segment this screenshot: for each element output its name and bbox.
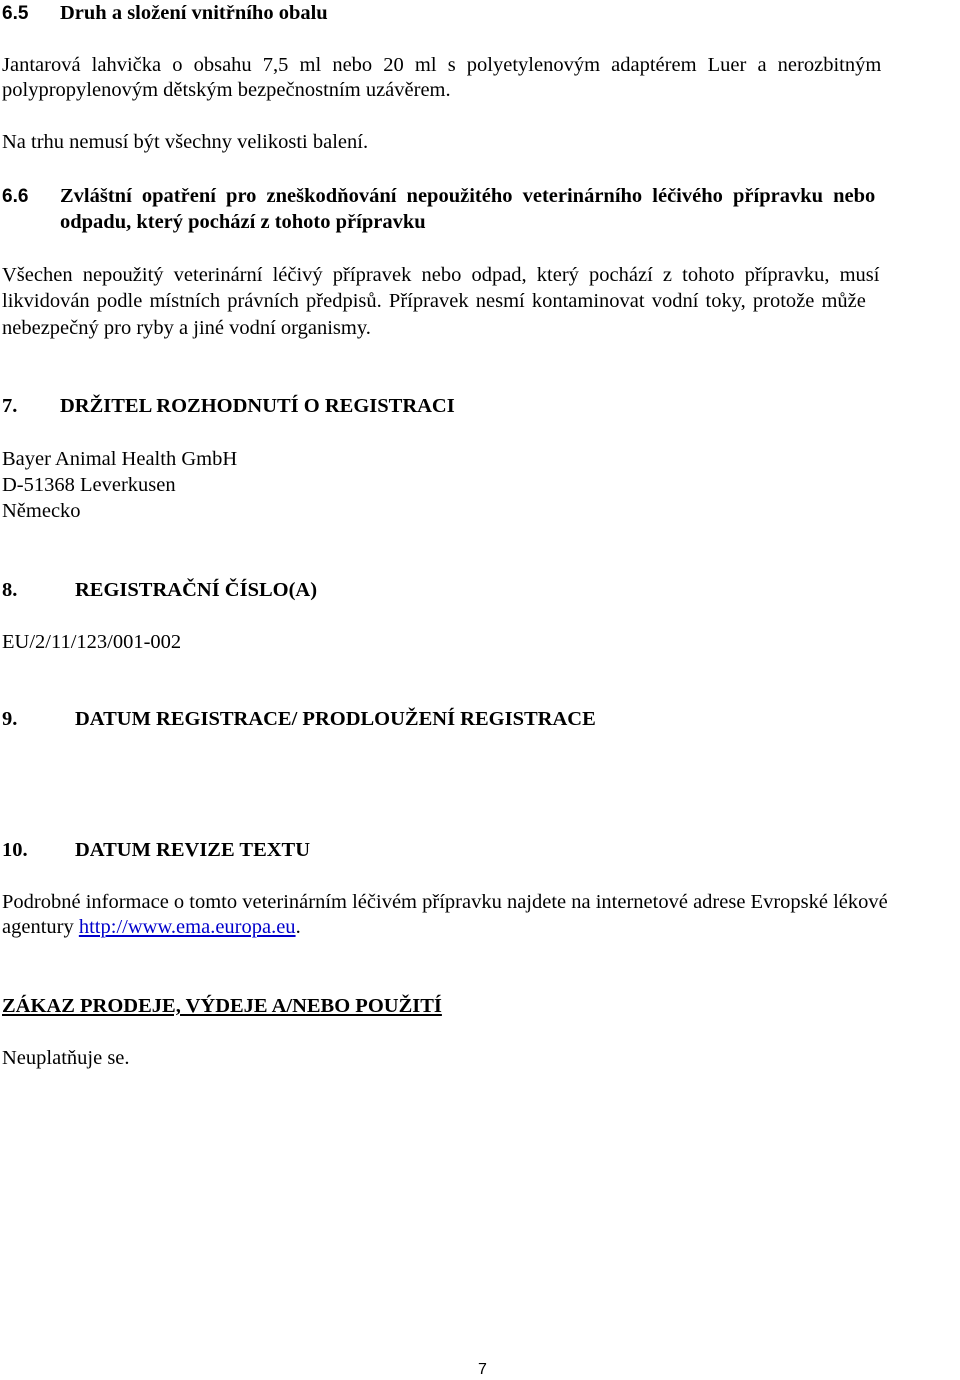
- heading-10: [2, 837, 310, 863]
- heading-7: [2, 393, 455, 419]
- holder-name: Bayer Animal Health GmbH: [2, 448, 238, 470]
- heading-10-title: DATUM REVIZE TEXTU: [75, 839, 311, 861]
- heading-6-6-number: 6.6: [2, 186, 29, 207]
- pack-sizes-note: Na trhu nemusí být všechny velikosti balení.: [2, 131, 369, 153]
- ema-website-link[interactable]: http://www.ema.europa.eu: [78, 916, 296, 938]
- prohibition-heading: ZÁKAZ PRODEJE, VÝDEJE A/NEBO POUŽITÍ: [2, 995, 442, 1017]
- disposal-text-line-1: Všechen nepoužitý veterinární léčivý přípravek nebo odpad, který pochází z tohoto přípravku, musí: [2, 264, 880, 286]
- heading-6-6: [2, 183, 60, 210]
- disposal-text-line-2-part-a: likvidován podle místních právních předpisů.: [2, 290, 382, 312]
- prohibition-text: Neuplatňuje se.: [2, 1047, 130, 1069]
- heading-8: [2, 577, 317, 603]
- heading-9-number: 9.: [2, 708, 18, 730]
- heading-8-title: REGISTRAČNÍ ČÍSLO(A): [75, 579, 318, 601]
- heading-7-title: DRŽITEL ROZHODNUTÍ O REGISTRACI: [60, 395, 455, 417]
- heading-8-number: 8.: [2, 579, 18, 601]
- packaging-description-line-2: polypropylenovým dětským bezpečnostním uzávěrem.: [2, 79, 451, 101]
- revision-text-suffix: .: [295, 916, 301, 938]
- holder-country: Německo: [2, 500, 81, 522]
- disposal-text-line-2-part-b: Přípravek nesmí kontaminovat vodní toky, protože může: [381, 290, 866, 312]
- heading-6-6-title-line-1: Zvláštní opatření pro zneškodňování nepoužitého veterinárního léčivého přípravku nebo: [60, 185, 876, 207]
- heading-7-number: 7.: [2, 395, 18, 417]
- revision-text-prefix: agentury: [2, 916, 79, 938]
- heading-6-5: [2, 0, 328, 27]
- page-number: 7: [478, 1361, 487, 1378]
- heading-9-title: DATUM REGISTRACE/ PRODLOUŽENÍ REGISTRACE: [75, 708, 596, 730]
- heading-10-number: 10.: [2, 839, 28, 861]
- heading-6-5-title: Druh a složení vnitřního obalu: [60, 2, 328, 24]
- disposal-text-line-3: nebezpečný pro ryby a jiné vodní organismy.: [2, 317, 371, 339]
- revision-text-line-2: [2, 914, 301, 940]
- holder-city: D-51368 Leverkusen: [2, 474, 176, 496]
- packaging-description-line-1: Jantarová lahvička o obsahu 7,5 ml nebo 20 ml s polyetylenovým adaptérem Luer a nerozbitným: [2, 54, 882, 76]
- disposal-text-line-2: [2, 288, 960, 314]
- revision-text-line-1: Podrobné informace o tomto veterinárním léčivém přípravku najdete na internetové adrese Evropské lékové: [2, 891, 888, 913]
- heading-6-6-title-line-2: odpadu, který pochází z tohoto přípravku: [60, 211, 426, 233]
- registration-number: EU/2/11/123/001-002: [2, 631, 182, 653]
- heading-6-5-number: 6.5: [2, 3, 29, 24]
- heading-9: [2, 706, 596, 732]
